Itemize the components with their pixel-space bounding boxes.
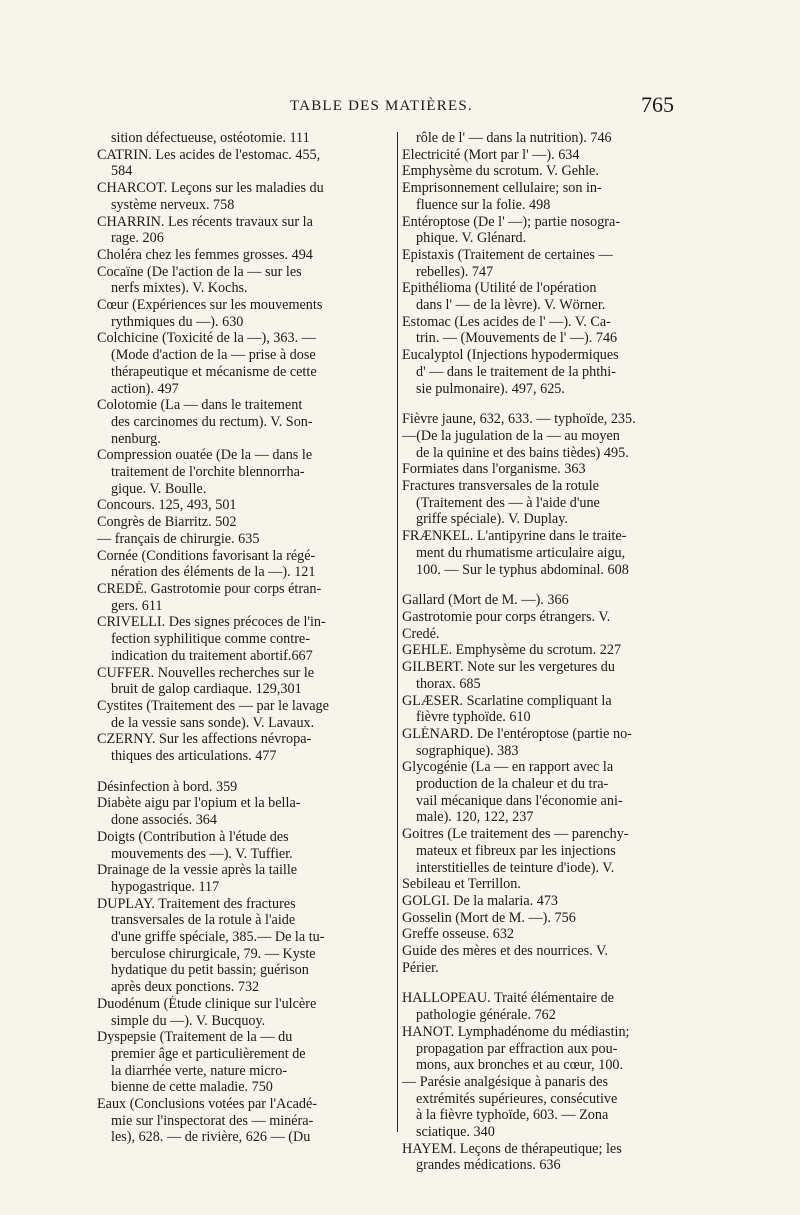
index-line: fection syphilitique comme contre- bbox=[111, 631, 310, 648]
index-line: grandes médications. 636 bbox=[416, 1157, 561, 1174]
index-line: nenburg. bbox=[111, 430, 161, 447]
index-line: CRIVELLI. Des signes précoces de l'in- bbox=[97, 614, 326, 631]
index-line: Electricité (Mort par l' —). 634 bbox=[402, 146, 580, 163]
index-line: mateux et fibreux par les injections bbox=[416, 842, 616, 859]
index-line: de la quinine et des bains tièdes) 495. bbox=[416, 444, 629, 461]
index-line: Eucalyptol (Injections hypodermiques bbox=[402, 347, 619, 364]
index-line: — français de chirurgie. 635 bbox=[97, 530, 260, 547]
index-line: d' — dans le traitement de la phthi- bbox=[416, 363, 616, 380]
index-line: mons, aux bronches et au cœur, 100. bbox=[416, 1057, 624, 1074]
index-line: Guide des mères et des nourrices. V. bbox=[402, 943, 608, 960]
index-line: GLÉNARD. De l'entéroptose (partie no- bbox=[402, 725, 632, 742]
index-line: GLÆSER. Scarlatine compliquant la bbox=[402, 692, 612, 709]
index-line: Cornée (Conditions favorisant la régé- bbox=[97, 547, 316, 564]
index-line: dans l' — de la lèvre). V. Wörner. bbox=[416, 297, 606, 314]
index-line: Désinfection à bord. 359 bbox=[97, 778, 238, 795]
index-line: Estomac (Les acides de l' —). V. Ca- bbox=[402, 313, 611, 330]
index-line: Gallard (Mort de M. —). 366 bbox=[402, 592, 569, 609]
index-line: berculose chirurgicale, 79. — Kyste bbox=[111, 945, 316, 962]
index-line: (Mode d'action de la — prise à dose bbox=[111, 347, 316, 364]
index-line: HALLOPEAU. Traité élémentaire de bbox=[402, 990, 614, 1007]
index-line: la diarrhée verte, nature micro- bbox=[111, 1062, 288, 1079]
section-gap bbox=[402, 578, 702, 592]
index-line: Cocaïne (De l'action de la — sur les bbox=[97, 263, 302, 280]
index-line: 100. — Sur le typhus abdominal. 608 bbox=[416, 561, 629, 578]
index-line: rage. 206 bbox=[111, 230, 164, 247]
index-line: sographique). 383 bbox=[416, 742, 519, 759]
index-line: DUPLAY. Traitement des fractures bbox=[97, 895, 296, 912]
index-line: interstitielles de teinture d'iode). V. bbox=[416, 859, 615, 876]
left-index-column bbox=[97, 130, 397, 1146]
index-line: sie pulmonaire). 497, 625. bbox=[416, 380, 565, 397]
index-line: Concours. 125, 493, 501 bbox=[97, 497, 237, 514]
index-line: Périer. bbox=[402, 959, 439, 976]
index-line: rebelles). 747 bbox=[416, 263, 494, 280]
index-line: simple du —). V. Bucquoy. bbox=[111, 1012, 266, 1029]
index-line: CREDÉ. Gastrotomie pour corps étran- bbox=[97, 580, 322, 597]
index-line: Credé. bbox=[402, 625, 440, 642]
index-line: traitement de l'orchite blennorrha- bbox=[111, 464, 305, 481]
index-line: Greffe osseuse. 632 bbox=[402, 926, 515, 943]
index-line: Gastrotomie pour corps étrangers. V. bbox=[402, 608, 611, 625]
index-line: production de la chaleur et du tra- bbox=[416, 776, 609, 793]
index-line: Drainage de la vessie après la taille bbox=[97, 862, 298, 879]
index-line: fluence sur la folie. 498 bbox=[416, 196, 551, 213]
index-line: griffe spéciale). V. Duplay. bbox=[416, 511, 568, 528]
index-line: fièvre typhoïde. 610 bbox=[416, 709, 531, 726]
index-line: après deux ponctions. 732 bbox=[111, 979, 260, 996]
index-line: à la fièvre typhoïde, 603. — Zona bbox=[416, 1107, 609, 1124]
index-line: mouvements des —). V. Tuffier. bbox=[111, 845, 293, 862]
index-line: hydatique du petit bassin; guérison bbox=[111, 962, 309, 979]
index-line: Entéroptose (De l' —); partie nosogra- bbox=[402, 213, 621, 230]
index-line: CHARRIN. Les récents travaux sur la bbox=[97, 213, 313, 230]
index-line: gique. V. Boulle. bbox=[111, 480, 207, 497]
index-line: les), 628. — de rivière, 626 — (Du bbox=[111, 1129, 311, 1146]
index-line: nération des éléments de la —). 121 bbox=[111, 564, 316, 581]
index-line: GEHLE. Emphysème du scrotum. 227 bbox=[402, 642, 622, 659]
index-line: Glycogénie (La — en rapport avec la bbox=[402, 759, 614, 776]
index-line: pathologie générale. 762 bbox=[416, 1007, 556, 1024]
index-line: trin. — (Mouvements de l' —). 746 bbox=[416, 330, 618, 347]
index-line: Doigts (Contribution à l'étude des bbox=[97, 828, 289, 845]
index-line: FRÆNKEL. L'antipyrine dans le traite- bbox=[402, 528, 627, 545]
index-line: CUFFER. Nouvelles recherches sur le bbox=[97, 664, 315, 681]
index-line: phique. V. Glénard. bbox=[416, 230, 527, 247]
index-line: CZERNY. Sur les affections névropa- bbox=[97, 731, 312, 748]
index-columns bbox=[97, 130, 715, 1174]
index-line: extrémités supérieures, consécutive bbox=[416, 1090, 618, 1107]
index-line: Fièvre jaune, 632, 633. — typhoïde, 235. bbox=[402, 411, 636, 428]
index-line: Diabète aigu par l'opium et la bella- bbox=[97, 795, 301, 812]
index-line: Eaux (Conclusions votées par l'Acadé- bbox=[97, 1096, 318, 1113]
page-header bbox=[0, 92, 800, 124]
index-line: Sebileau et Terrillon. bbox=[402, 876, 521, 893]
index-line: sition défectueuse, ostéotomie. 111 bbox=[111, 130, 310, 146]
index-line: ment du rhumatisme articulaire aigu, bbox=[416, 544, 626, 561]
index-line: mie sur l'inspectorat des — minéra- bbox=[111, 1112, 314, 1129]
index-line: male). 120, 122, 237 bbox=[416, 809, 534, 826]
index-line: gers. 611 bbox=[111, 597, 163, 614]
index-line: premier âge et particulièrement de bbox=[111, 1045, 306, 1062]
index-line: de la vessie sans sonde). V. Lavaux. bbox=[111, 714, 315, 731]
index-line: (Traitement des — à l'aide d'une bbox=[416, 494, 600, 511]
page-number: 765 bbox=[641, 92, 674, 117]
index-line: bienne de cette maladie. 750 bbox=[111, 1079, 273, 1096]
index-line: bruit de galop cardiaque. 129,301 bbox=[111, 681, 302, 698]
index-line: sciatique. 340 bbox=[416, 1124, 495, 1141]
index-line: done associés. 364 bbox=[111, 812, 217, 829]
section-gap bbox=[402, 397, 702, 411]
index-line: Emphysème du scrotum. V. Gehle. bbox=[402, 163, 599, 180]
index-line: CHARCOT. Leçons sur les maladies du bbox=[97, 180, 324, 197]
index-line: action). 497 bbox=[111, 380, 179, 397]
index-line: rythmiques du —). 630 bbox=[111, 313, 244, 330]
right-index-column bbox=[402, 130, 702, 1174]
index-line: Goitres (Le traitement des — parenchy- bbox=[402, 826, 629, 843]
index-line: thiques des articulations. 477 bbox=[111, 748, 277, 765]
index-line: Cystites (Traitement des — par le lavage bbox=[97, 697, 329, 714]
index-line: 584 bbox=[111, 163, 133, 180]
section-gap bbox=[402, 976, 702, 990]
index-line: CATRIN. Les acides de l'estomac. 455, bbox=[97, 146, 321, 163]
index-line: Choléra chez les femmes grosses. 494 bbox=[97, 246, 313, 263]
index-line: indication du traitement abortif.667 bbox=[111, 647, 313, 664]
index-line: rôle de l' — dans la nutrition). 746 bbox=[416, 130, 612, 146]
index-line: Formiates dans l'organisme. 363 bbox=[402, 461, 586, 478]
index-line: Duodénum (Étude clinique sur l'ulcère bbox=[97, 995, 317, 1012]
index-line: d'une griffe spéciale, 385.— De la tu- bbox=[111, 929, 325, 946]
running-title: TABLE DES MATIÈRES. bbox=[290, 98, 473, 114]
index-line: transversales de la rotule à l'aide bbox=[111, 912, 296, 929]
index-line: HAYEM. Leçons de thérapeutique; les bbox=[402, 1140, 622, 1157]
index-line: —(De la jugulation de la — au moyen bbox=[402, 427, 620, 444]
section-gap bbox=[97, 765, 397, 779]
index-line: Congrès de Biarritz. 502 bbox=[97, 514, 237, 531]
index-line: Dyspepsie (Traitement de la — du bbox=[97, 1029, 293, 1046]
index-line: Fractures transversales de la rotule bbox=[402, 478, 599, 495]
index-line: Cœur (Expériences sur les mouvements bbox=[97, 297, 323, 314]
index-line: HANOT. Lymphadénome du médiastin; bbox=[402, 1023, 630, 1040]
index-line: propagation par effraction aux pou- bbox=[416, 1040, 618, 1057]
index-line: vail mécanique dans l'économie ani- bbox=[416, 792, 623, 809]
index-line: thérapeutique et mécanisme de cette bbox=[111, 363, 317, 380]
index-line: hypogastrique. 117 bbox=[111, 878, 220, 895]
index-line: — Parésie analgésique à panaris des bbox=[402, 1073, 609, 1090]
index-line: Epithélioma (Utilité de l'opération bbox=[402, 280, 597, 297]
column-divider bbox=[397, 132, 398, 1132]
index-line: GOLGI. De la malaria. 473 bbox=[402, 892, 559, 909]
index-line: nerfs mixtes). V. Kochs. bbox=[111, 280, 248, 297]
index-line: GILBERT. Note sur les vergetures du bbox=[402, 659, 615, 676]
index-line: des carcinomes du rectum). V. Son- bbox=[111, 413, 313, 430]
index-line: Emprisonnement cellulaire; son in- bbox=[402, 180, 602, 197]
index-line: Colchicine (Toxicité de la —), 363. — bbox=[97, 330, 316, 347]
index-line: Gosselin (Mort de M. —). 756 bbox=[402, 909, 576, 926]
index-line: Compression ouatée (De la — dans le bbox=[97, 447, 313, 464]
index-line: système nerveux. 758 bbox=[111, 196, 235, 213]
index-line: Colotomie (La — dans le traitement bbox=[97, 397, 303, 414]
index-line: Epistaxis (Traitement de certaines — bbox=[402, 246, 613, 263]
index-line: thorax. 685 bbox=[416, 675, 481, 692]
